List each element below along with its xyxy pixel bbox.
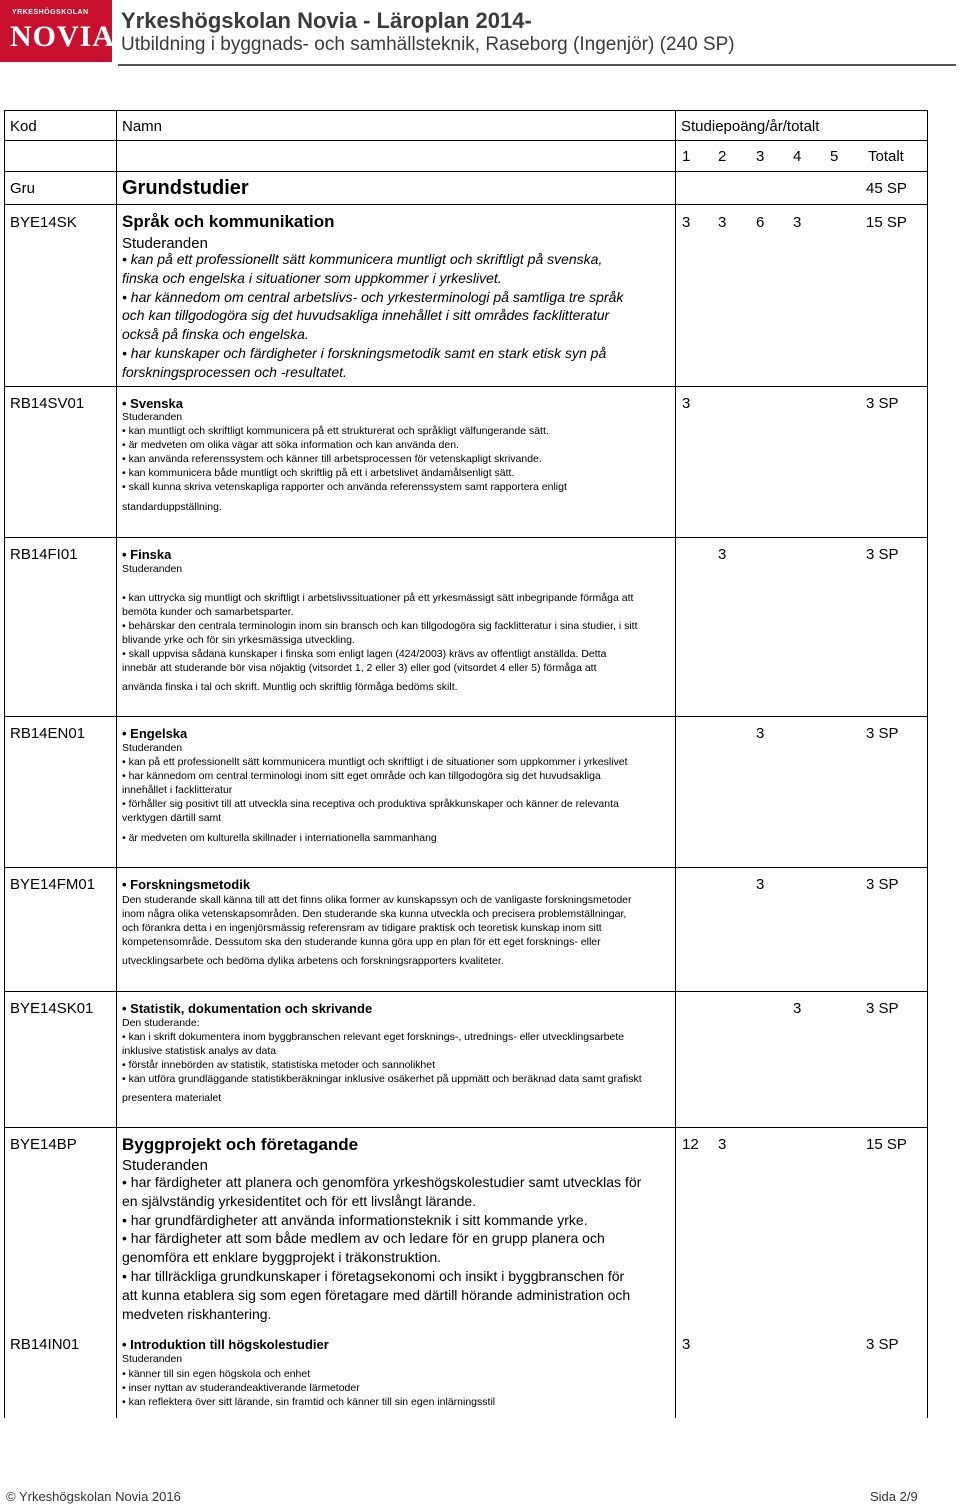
outcome-line: • kan muntligt och skriftligt kommunicera på ett strukturerat och språkligt välfungerande sätt. [122, 425, 549, 437]
outcome-line: • skall kunna skriva vetenskapliga rapporter och använda referenssystem samt rapportera enligt [122, 481, 567, 493]
sp-year-1: 3 [682, 395, 691, 412]
sp-total: 3 SP [866, 1000, 899, 1017]
footer-copyright: © Yrkeshögskolan Novia 2016 [6, 1489, 181, 1504]
outcome-line: • har kunskaper och färdigheter i forskningsmetodik samt en stark etisk syn på [122, 344, 607, 361]
header-divider [118, 64, 956, 66]
course-title-text: Statistik, dokumentation och skrivande [130, 1001, 373, 1016]
course-title: Byggprojekt och företagande [122, 1135, 359, 1154]
sp-total: 3 SP [866, 546, 899, 563]
outcome-line: genomföra ett enklare byggprojekt i träkonstruktion. [122, 1249, 442, 1266]
sp-year-1: 12 [682, 1136, 699, 1153]
course-outcomes [122, 250, 675, 382]
year-1-header: 1 [682, 148, 691, 165]
year-2-header: 2 [718, 148, 727, 165]
outcome-line: en självständig yrkesidentitet och för ett livslångt lärande. [122, 1192, 477, 1209]
course-subtitle: Studeranden [122, 1353, 183, 1365]
sp-total: 3 SP [866, 725, 899, 742]
course-subtitle: Studeranden [122, 1157, 208, 1174]
course-title: • Introduktion till högskolestudier [122, 1337, 329, 1352]
outcome-line: • kan reflektera över sitt lärande, sin framtid och känner till sin egen inlärningsstil [122, 1396, 496, 1408]
outcome-line: och kan tillgodogöra sig det huvudsakliga innehållet i sitt områdes facklitteratur [122, 307, 610, 324]
col-sp-header: Studiepoäng/år/totalt [681, 118, 820, 135]
course-title: Språk och kommunikation [122, 212, 335, 231]
course-outcomes [122, 1367, 675, 1409]
sp-year-1: 3 [682, 214, 691, 231]
course-subtitle: Studeranden [122, 563, 183, 575]
row-code: RB14EN01 [10, 725, 86, 742]
sp-total: 3 SP [866, 876, 899, 893]
sp-year-1: 3 [718, 546, 727, 563]
row-border [4, 386, 928, 387]
table-left-border [4, 110, 5, 1418]
outcome-line: utvecklingsarbete och bedöma dylika arbetens och forskningsrapporters kvaliteter. [122, 955, 504, 967]
sp-total: 15 SP [866, 214, 907, 231]
col-total-header: Totalt [868, 148, 904, 165]
footer-page-number: Sida 2/9 [870, 1489, 918, 1504]
outcome-line: Den studerande skall känna till att det finns olika former av kunskapssyn och de vanligaste forskningsmetoder [122, 894, 632, 906]
group-total: 45 SP [866, 180, 907, 197]
outcome-line: • inser nyttan av studerandeaktiverande lärmetoder [122, 1382, 360, 1394]
outcome-line: • förstår innebörden av statistik, statistiska metoder och sannolikhet [122, 1059, 435, 1071]
sp-year-3: 6 [756, 214, 765, 231]
row-code: RB14IN01 [10, 1336, 80, 1353]
outcome-line: • kan i skrift dokumentera inom byggbranschen relevant eget forsknings-, utrednings- eller utvecklingsarbete [122, 1031, 625, 1043]
outcome-line: • kan på ett professionellt sätt kommunicera muntligt och skriftligt på svenska, [122, 251, 603, 267]
page-title: Yrkeshögskolan Novia - Läroplan 2014- [121, 8, 532, 33]
row-border [4, 1127, 928, 1128]
row-code: RB14SV01 [10, 395, 85, 412]
outcome-line: standarduppställning. [122, 501, 222, 513]
logo-small-text: YRKESHÖGSKOLAN [12, 9, 89, 16]
outcome-line: presentera materialet [122, 1092, 222, 1104]
row-code: BYE14SK [10, 214, 77, 231]
course-title-text: Engelska [130, 726, 188, 741]
col-kod-header: Kod [10, 118, 37, 135]
course-title-text: Forskningsmetodik [130, 877, 251, 892]
course-outcomes [122, 1173, 675, 1323]
course-title: • Engelska [122, 726, 188, 741]
table-right-border [927, 110, 928, 1418]
outcome-line: att kunna etablera sig som egen företagare med därtill hörande administration och [122, 1286, 631, 1303]
outcome-line: • har färdigheter att som både medlem av och ledare för en grupp planera och [122, 1230, 605, 1247]
course-title: • Finska [122, 547, 172, 562]
sp-total: 3 SP [866, 395, 899, 412]
outcome-line: inom några olika vetenskapsområden. Den studerande ska kunna utveckla och precisera problemställningar, [122, 908, 627, 920]
row-border [4, 537, 928, 538]
sp-total: 15 SP [866, 1136, 907, 1153]
novia-logo [0, 0, 116, 62]
outcome-line: finska och engelska i situationer som uppkommer i yrkeslivet. [122, 269, 502, 286]
col-namn-header: Namn [122, 118, 163, 135]
course-title: • Svenska [122, 396, 183, 411]
outcome-line: • känner till sin egen högskola och enhet [122, 1368, 311, 1380]
outcome-line: • behärskar den centrala terminologin inom sin bransch och kan tillgodogöra sig facklitteratur i sina studier, i sitt [122, 620, 638, 632]
outcome-line: • kan använda referenssystem och känner till arbetsprocessen för vetenskapligt skrivande. [122, 453, 542, 465]
sp-year-2: 3 [718, 214, 727, 231]
course-title-text: Finska [130, 547, 172, 562]
year-3-header: 3 [756, 148, 765, 165]
column-divider [675, 110, 676, 1418]
course-outcomes [122, 424, 675, 514]
logo-text: NOVIA [10, 20, 116, 53]
sp-year-1: 3 [793, 1000, 802, 1017]
course-subtitle: Den studerande: [122, 1017, 200, 1029]
row-code: BYE14SK01 [10, 1000, 94, 1017]
outcome-line: • kan uttrycka sig muntligt och skriftligt i arbetslivssituationer på ett yrkesmässigt sätt inbegripande förmåga att [122, 592, 634, 604]
outcome-line: och förankra detta i en ingenjörsmässig referensram av tidigare praktisk och teoretisk kunskap inom sitt [122, 922, 602, 934]
outcome-line: • har färdigheter att planera och genomföra yrkeshögskolestudier samt utvecklas för [122, 1174, 642, 1190]
header-row-border [4, 140, 928, 141]
outcome-line: blivande yrke och för sin yrkesmässiga utveckling. [122, 634, 355, 646]
page-subtitle: Utbildning i byggnads- och samhällsteknik, Raseborg (Ingenjör) (240 SP) [121, 34, 735, 55]
row-code: RB14FI01 [10, 546, 78, 563]
row-border [4, 991, 928, 992]
outcome-line: • kan utföra grundläggande statistikberäkningar inklusive osäkerhet på uppmätt och beräknad data samt grafiskt [122, 1073, 642, 1085]
outcome-line: innehållet i facklitteratur [122, 784, 233, 796]
outcome-line: • förhåller sig positivt till att utveckla sina receptiva och produktiva språkkunskaper och känner de relevanta [122, 798, 619, 810]
outcome-line: • är medveten om olika vägar att söka information och kan använda den. [122, 439, 459, 451]
row-code: BYE14FM01 [10, 876, 96, 893]
course-outcomes [122, 893, 675, 969]
sp-year-2: 3 [718, 1136, 727, 1153]
course-title-text: Svenska [130, 396, 183, 411]
outcome-line: forskningsprocessen och -resultatet. [122, 363, 347, 380]
outcome-line: • kan på ett professionellt sätt kommunicera muntligt och skriftligt i de situationer som uppkommer i yrkeslivet [122, 756, 628, 768]
outcome-line: verktygen därtill samt [122, 812, 222, 824]
sp-year-1: 3 [756, 725, 765, 742]
row-border [4, 867, 928, 868]
course-title: • Statistik, dokumentation och skrivande [122, 1001, 373, 1016]
sp-year-1: 3 [682, 1336, 691, 1353]
year-4-header: 4 [793, 148, 802, 165]
outcome-line: också på finska och engelska. [122, 326, 309, 343]
course-outcomes [122, 1030, 675, 1106]
outcome-line: • har tillräckliga grundkunskaper i företagsekonomi och insikt i byggbranschen för [122, 1267, 625, 1284]
outcome-line: • har kännedom om central terminologi inom sitt eget område och kan tillgodogöra sig det huvudsakliga [122, 770, 601, 782]
outcome-line: bemöta kunder och samarbetsparter. [122, 606, 294, 618]
course-outcomes [122, 755, 675, 845]
sp-total: 3 SP [866, 1336, 899, 1353]
sp-year-1: 3 [756, 876, 765, 893]
row-code: BYE14BP [10, 1136, 77, 1153]
outcome-line: • kan kommunicera både muntligt och skriftlig på ett i arbetslivet ändamålsenligt sätt. [122, 467, 515, 479]
outcome-line: • har kännedom om central arbetslivs- och yrkesterminologi på samtliga tre språk [122, 288, 624, 305]
outcome-line: inklusive statistisk analys av data [122, 1045, 277, 1057]
course-outcomes [122, 591, 675, 695]
course-title-text: Introduktion till högskolestudier [130, 1337, 329, 1352]
subheader-row-border [4, 171, 928, 172]
group-row-border [4, 204, 928, 205]
table-top-border [4, 110, 928, 111]
course-subtitle: Studeranden [122, 235, 208, 252]
outcome-line: • är medveten om kulturella skillnader i internationella sammanhang [122, 832, 437, 844]
group-name: Grundstudier [122, 177, 249, 199]
outcome-line: kompetensområde. Dessutom ska den studerande kunna göra upp en plan för ett eget forsknings- eller [122, 936, 601, 948]
outcome-line: innebär att studerande bör visa nöjaktig (vitsordet 1, 2 eller 3) eller god (vitsordet 4 eller 5) förmåga att [122, 662, 597, 674]
course-title: • Forskningsmetodik [122, 877, 251, 892]
course-subtitle: Studeranden [122, 411, 183, 423]
row-border [4, 716, 928, 717]
column-divider [116, 110, 117, 1418]
outcome-line: • skall uppvisa sådana kunskaper i finska som enligt lagen (424/2003) krävs av offentligt anställda. Detta [122, 648, 607, 660]
outcome-line: • har grundfärdigheter att använda informationsteknik i sitt kommande yrke. [122, 1211, 588, 1228]
outcome-line: använda finska i tal och skrift. Muntlig och skriftlig förmåga bedöms skilt. [122, 681, 458, 693]
course-subtitle: Studeranden [122, 742, 183, 754]
year-5-header: 5 [830, 148, 839, 165]
sp-year-4: 3 [793, 214, 802, 231]
outcome-line: medveten riskhantering. [122, 1305, 272, 1322]
group-code: Gru [10, 180, 36, 197]
